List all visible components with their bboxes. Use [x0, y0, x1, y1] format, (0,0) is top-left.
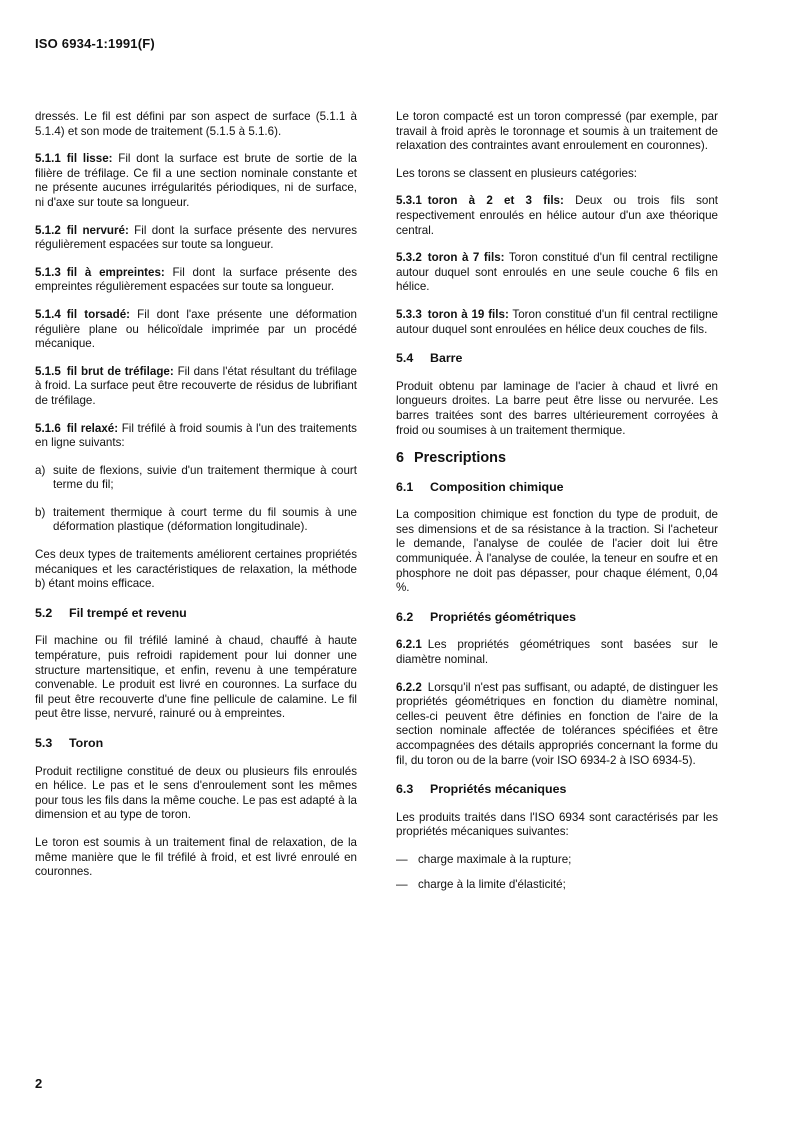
dash-icon: —	[396, 852, 408, 866]
clause-number: 5.1.4	[35, 307, 61, 321]
left-column	[35, 110, 357, 893]
clause-term: toron à 2 et 3 fils:	[427, 194, 564, 208]
after-list-paragraph: Ces deux types de traitements améliorent certaines propriétés mécaniques et les caractéristiques de relaxation, la méthode b) étant moins efficace.	[35, 548, 357, 591]
section-number: 6	[396, 450, 405, 467]
clause-term: fil à empreintes:	[66, 265, 165, 279]
clause-term: fil lisse:	[66, 152, 113, 166]
section-heading-6-2	[396, 610, 718, 625]
clause-5-1-3	[35, 266, 357, 295]
paragraph-categories: Les torons se classent en plusieurs catégories:	[396, 166, 638, 180]
section-number: 6.2	[396, 609, 414, 624]
list-item-text: suite de flexions, suivie d'un traitement thermique à court terme du fil;	[53, 463, 357, 492]
section-heading-5-4	[396, 351, 718, 366]
clause-term: fil nervuré:	[66, 223, 129, 237]
clause-5-3-1	[396, 194, 718, 238]
clause-number: 5.1.5	[35, 364, 61, 378]
paragraph-toron-compacte: Le toron compacté est un toron compressé (par exemple, par travail à froid après le toronnage et soumis à un traitement de relaxation des contraintes avant enroulement en couronnes).	[396, 110, 718, 153]
clause-6-2-1	[396, 638, 718, 667]
dash-list-item	[396, 878, 718, 893]
clause-text: Fil dont la surface présente des empreintes régulièrement espacées sur toute sa longueur.	[35, 265, 357, 294]
section-title: Composition chimique	[430, 479, 564, 494]
clause-5-3-3	[396, 308, 718, 337]
clause-term: toron à 19 fils:	[427, 307, 509, 321]
dash-list-item	[396, 853, 718, 868]
clause-6-2-2	[396, 681, 718, 769]
clause-5-1-1	[35, 152, 357, 210]
section-heading-5-2	[35, 606, 357, 621]
clause-text: Deux ou trois fils sont respectivement enroulés en hélice autour d'un axe théorique central.	[396, 194, 718, 237]
section-heading-5-3	[35, 736, 357, 751]
paragraph-5-2: Fil machine ou fil tréfilé laminé à chaud, chauffé à haute température, puis refroidi rapidement pour lui donner une structure martensitique, et enfin, revenu à une température convenable. Le produit est livré en couronnes. La surface du fil peut être recouverte d'une fine pellicule de calamine. Le fil peut être lisse, nervuré, rainuré ou à empreintes.	[35, 634, 357, 721]
clause-term: fil relaxé:	[66, 421, 119, 435]
clause-5-1-4	[35, 308, 357, 352]
clause-number: 5.1.1	[35, 152, 61, 166]
dash-icon: —	[396, 877, 408, 891]
page-number: 2	[35, 1076, 43, 1091]
section-heading-6	[396, 451, 718, 466]
list-item-text: traitement thermique à court terme du fil soumis à une déformation plastique (déformation longitudinale).	[53, 505, 357, 534]
dash-list-text: charge maximale à la rupture;	[418, 852, 572, 866]
right-column	[396, 110, 718, 902]
section-title: Propriétés mécaniques	[430, 782, 567, 797]
clause-number: 5.1.6	[35, 421, 61, 435]
list-item-a	[35, 464, 357, 493]
clause-term: toron à 7 fils:	[427, 251, 505, 265]
section-number: 6.3	[396, 782, 414, 797]
clause-number: 5.1.3	[35, 265, 61, 279]
clause-number: 5.3.2	[396, 251, 422, 265]
list-item-label: b)	[35, 505, 46, 519]
section-number: 6.1	[396, 479, 414, 494]
paragraph-5-3-a: Produit rectiligne constitué de deux ou plusieurs fils enroulés en hélice. Le pas et le sens d'enroulement sont les mêmes pour tous les fils dans la même couche. Le pas est adapté à la dimension et au type de toron.	[35, 764, 357, 822]
section-number: 5.2	[35, 605, 53, 620]
clause-term: fil torsadé:	[66, 307, 131, 321]
section-heading-6-1	[396, 480, 718, 495]
clause-number: 6.2.1	[396, 638, 422, 652]
list-item-b	[35, 506, 357, 535]
clause-term: fil brut de tréfilage:	[66, 364, 174, 378]
clause-text: Fil dont la surface est brute de sortie de la filière de tréfilage. Ce fil a une section nominale constante et ne présente aucunes irrégularités périodiques, ni de surface, ni d'axe sur toute sa longueur.	[35, 152, 357, 209]
section-title: Propriétés géométriques	[430, 609, 576, 624]
clause-5-1-6	[35, 422, 357, 451]
clause-text: Les propriétés géométriques sont basées sur le diamètre nominal.	[396, 638, 718, 667]
clause-5-1-2	[35, 224, 357, 253]
list-item-label: a)	[35, 463, 46, 477]
paragraph-6-1: La composition chimique est fonction du type de produit, de ses dimensions et de sa résistance à la traction. Si l'acheteur le demande, l'analyse de coulée de l'acier doit lui être communiquée. À l'analyse de coulée, la teneur en soufre et en phosphore ne doit pas dépasser, pour chaque élément, 0,04 %.	[396, 508, 718, 595]
clause-5-1-5	[35, 365, 357, 409]
clause-text: Fil tréfilé à froid soumis à l'un des traitements en ligne suivants:	[35, 421, 357, 450]
paragraph-5-3-b: Le toron est soumis à un traitement final de relaxation, de la même manière que le fil tréfilé à froid, et est livré enroulé en couronnes.	[35, 835, 357, 879]
clause-text: Fil dont l'axe présente une déformation régulière plane ou hélicoïdale imprimée par un procédé mécanique.	[35, 307, 358, 351]
intro-paragraph: dressés. Le fil est défini par son aspect de surface (5.1.1 à 5.1.4) et son mode de traitement (5.1.5 à 5.1.6).	[35, 110, 357, 138]
clause-text: Fil dans l'état résultant du tréfilage à froid. La surface peut être recouverte de résidus de lubrifiant de tréfilage.	[35, 364, 357, 407]
clause-text: Fil dont la surface présente des nervures régulièrement espacées sur toute sa longueur.	[35, 223, 357, 252]
section-number: 5.4	[396, 351, 414, 366]
section-title: Fil trempé et revenu	[69, 605, 187, 620]
section-number: 5.3	[35, 736, 53, 750]
document-id-header: ISO 6934-1:1991(F)	[35, 36, 155, 51]
clause-text: Lorsqu'il n'est pas suffisant, ou adapté, de distinguer les propriétés géométriques en fonction du diamètre nominal, celles-ci peuvent être définies en fonction de l'aire de la section nominale affectée de tolérances spécifiées et être accompagnées des détails appropriés concernant la forme du fil, du toron ou de la barre (voir ISO 6934-2 à ISO 6934-5).	[396, 680, 718, 767]
clause-number: 5.1.2	[35, 223, 61, 237]
clause-number: 6.2.2	[396, 680, 422, 694]
section-title: Toron	[69, 736, 104, 750]
clause-number: 5.3.3	[396, 307, 422, 321]
section-title: Barre	[430, 351, 463, 366]
dash-list-text: charge à la limite d'élasticité;	[418, 877, 566, 891]
clause-text: Toron constitué d'un fil central rectiligne autour duquel sont enroulées en hélice deux couches de fils.	[396, 307, 718, 336]
clause-5-3-2	[396, 251, 718, 295]
clause-number: 5.3.1	[396, 194, 422, 208]
section-heading-6-3	[396, 782, 718, 797]
clause-text: Toron constitué d'un fil central rectiligne autour duquel sont enroulés en une seule couche 6 fils en hélice.	[396, 251, 718, 294]
section-title: Prescriptions	[414, 450, 506, 467]
paragraph-5-4: Produit obtenu par laminage de l'acier à chaud et livré en longueurs droites. La barre peut être lisse ou nervurée. Les barres traitées sont des barres ultérieurement corroyées à froid ou soumises à un traitement thermique.	[396, 379, 718, 437]
paragraph-6-3: Les produits traités dans l'ISO 6934 sont caractérisés par les propriétés mécaniques suivantes:	[396, 810, 718, 839]
